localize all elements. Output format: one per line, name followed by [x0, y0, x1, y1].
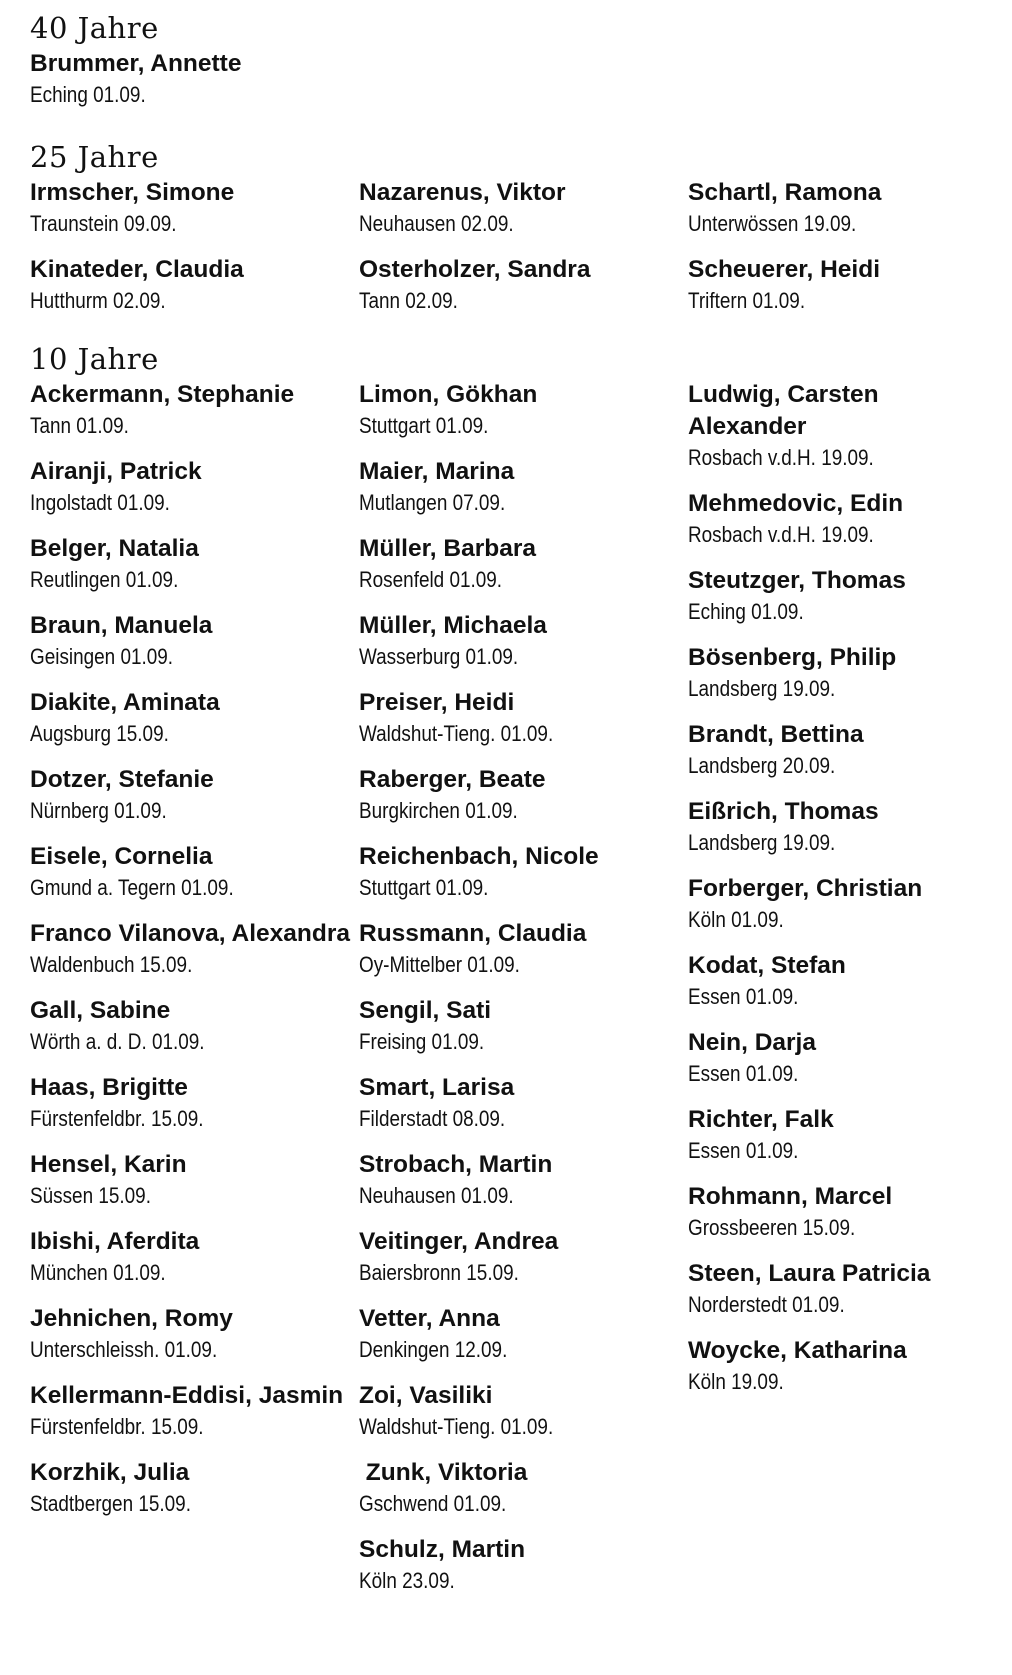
- list-item: [688, 1335, 988, 1397]
- person-name: Richter, Falk: [688, 1106, 834, 1133]
- person-name: Steutzger, Thomas: [688, 567, 906, 594]
- location-date: Stuttgart 01.09.: [359, 875, 489, 900]
- anniversary-list: [30, 8, 990, 1611]
- person-name: Kodat, Stefan: [688, 952, 846, 979]
- person-name: Ackermann, Stephanie: [30, 381, 295, 408]
- list-item: [359, 1534, 688, 1596]
- list-item: [359, 1149, 688, 1211]
- section-columns: [30, 379, 990, 1611]
- section-title: 25 Jahre: [30, 140, 159, 174]
- person-name: Smart, Larisa: [359, 1074, 515, 1101]
- person-name: Russmann, Claudia: [359, 920, 587, 947]
- person-name: Jehnichen, Romy: [30, 1305, 233, 1332]
- location-date: Waldshut-Tieng. 01.09.: [359, 1414, 554, 1439]
- person-name: Ibishi, Aferdita: [30, 1228, 200, 1255]
- list-item: [30, 1303, 359, 1365]
- location-date: Essen 01.09.: [688, 984, 799, 1009]
- location-date: Waldenbuch 15.09.: [30, 952, 193, 977]
- person-name: Brandt, Bettina: [688, 721, 864, 748]
- section-25-jahre: [30, 137, 990, 331]
- list-item: [30, 254, 359, 316]
- location-date: Essen 01.09.: [688, 1061, 799, 1086]
- location-date: Köln 01.09.: [688, 907, 784, 932]
- location-date: Rosenfeld 01.09.: [359, 567, 503, 592]
- location-date: Rosbach v.d.H. 19.09.: [688, 445, 874, 470]
- person-name: Schulz, Martin: [359, 1536, 526, 1563]
- list-item: [688, 379, 988, 473]
- person-name: Irmscher, Simone: [30, 179, 235, 206]
- location-date: Fürstenfeldbr. 15.09.: [30, 1414, 204, 1439]
- person-name: Eißrich, Thomas: [688, 798, 879, 825]
- list-item: [30, 610, 359, 672]
- person-name: Gall, Sabine: [30, 997, 171, 1024]
- column-1: [30, 177, 359, 331]
- person-name: Müller, Barbara: [359, 535, 537, 562]
- location-date: Nürnberg 01.09.: [30, 798, 167, 823]
- location-date: Süssen 15.09.: [30, 1183, 151, 1208]
- person-name: Dotzer, Stefanie: [30, 766, 214, 793]
- person-name: Haas, Brigitte: [30, 1074, 188, 1101]
- location-date: Baiersbronn 15.09.: [359, 1260, 519, 1285]
- location-date: Geisingen 01.09.: [30, 644, 174, 669]
- list-item: [30, 1072, 359, 1134]
- location-date: Essen 01.09.: [688, 1138, 799, 1163]
- section-title: 40 Jahre: [30, 11, 159, 45]
- section-columns: [30, 177, 990, 331]
- list-item: [30, 456, 359, 518]
- section-columns: [30, 48, 990, 125]
- list-item: [359, 456, 688, 518]
- person-name: Sengil, Sati: [359, 997, 492, 1024]
- person-name: Brummer, Annette: [30, 50, 242, 77]
- list-item: [359, 995, 688, 1057]
- column-1: [30, 48, 359, 125]
- person-name: Eisele, Cornelia: [30, 843, 213, 870]
- list-item: [30, 177, 359, 239]
- list-item: [30, 379, 359, 441]
- person-name: Ludwig, Carsten Alexander: [688, 381, 879, 440]
- location-date: Neuhausen 02.09.: [359, 211, 514, 236]
- list-item: [359, 1380, 688, 1442]
- location-date: Gmund a. Tegern 01.09.: [30, 875, 234, 900]
- location-date: Triftern 01.09.: [688, 288, 806, 313]
- person-name: Osterholzer, Sandra: [359, 256, 591, 283]
- location-date: Reutlingen 01.09.: [30, 567, 179, 592]
- location-date: Tann 01.09.: [30, 413, 129, 438]
- location-date: Gschwend 01.09.: [359, 1491, 507, 1516]
- person-name: Steen, Laura Patricia: [688, 1260, 931, 1287]
- list-item: [688, 565, 988, 627]
- list-item: [30, 1149, 359, 1211]
- location-date: Eching 01.09.: [30, 82, 146, 107]
- person-name: Bösenberg, Philip: [688, 644, 897, 671]
- location-date: Waldshut-Tieng. 01.09.: [359, 721, 554, 746]
- person-name: Schartl, Ramona: [688, 179, 882, 206]
- list-item: [688, 873, 988, 935]
- location-date: Eching 01.09.: [688, 599, 804, 624]
- section-10-jahre: [30, 339, 990, 1611]
- person-name: Braun, Manuela: [30, 612, 213, 639]
- list-item: [30, 841, 359, 903]
- person-name: Müller, Michaela: [359, 612, 547, 639]
- location-date: Grossbeeren 15.09.: [688, 1215, 856, 1240]
- column-2: [359, 48, 688, 125]
- person-name: Maier, Marina: [359, 458, 515, 485]
- list-item: [688, 254, 988, 316]
- location-date: Traunstein 09.09.: [30, 211, 177, 236]
- location-date: Tann 02.09.: [359, 288, 458, 313]
- list-item: [359, 533, 688, 595]
- list-item: [688, 177, 988, 239]
- list-item: [688, 1258, 988, 1320]
- list-item: [30, 1226, 359, 1288]
- section-title: 10 Jahre: [30, 342, 159, 376]
- location-date: Burgkirchen 01.09.: [359, 798, 518, 823]
- person-name: Strobach, Martin: [359, 1151, 553, 1178]
- list-item: [359, 177, 688, 239]
- column-3: [688, 177, 988, 331]
- person-name: Hensel, Karin: [30, 1151, 187, 1178]
- person-name: Forberger, Christian: [688, 875, 923, 902]
- location-date: Unterwössen 19.09.: [688, 211, 857, 236]
- location-date: Köln 19.09.: [688, 1369, 784, 1394]
- list-item: [30, 687, 359, 749]
- location-date: Landsberg 19.09.: [688, 830, 836, 855]
- list-item: [688, 488, 988, 550]
- location-date: Stuttgart 01.09.: [359, 413, 489, 438]
- list-item: [359, 918, 688, 980]
- person-name: Scheuerer, Heidi: [688, 256, 881, 283]
- location-date: Freising 01.09.: [359, 1029, 485, 1054]
- list-item: [359, 610, 688, 672]
- location-date: Rosbach v.d.H. 19.09.: [688, 522, 874, 547]
- list-item: [30, 1380, 359, 1442]
- location-date: Mutlangen 07.09.: [359, 490, 506, 515]
- person-name: Belger, Natalia: [30, 535, 199, 562]
- list-item: [359, 379, 688, 441]
- list-item: [30, 1457, 359, 1519]
- list-item: [688, 796, 988, 858]
- location-date: Ingolstadt 01.09.: [30, 490, 170, 515]
- person-name: Franco Vilanova, Alexandra: [30, 920, 350, 947]
- location-date: Augsburg 15.09.: [30, 721, 169, 746]
- location-date: Wörth a. d. D. 01.09.: [30, 1029, 205, 1054]
- location-date: Denkingen 12.09.: [359, 1337, 508, 1362]
- list-item: [30, 995, 359, 1057]
- list-item: [359, 1226, 688, 1288]
- list-item: [359, 764, 688, 826]
- person-name: Vetter, Anna: [359, 1305, 500, 1332]
- person-name: Veitinger, Andrea: [359, 1228, 559, 1255]
- column-3: [688, 379, 988, 1611]
- person-name: Preiser, Heidi: [359, 689, 515, 716]
- list-item: [30, 48, 359, 110]
- person-name: Woycke, Katharina: [688, 1337, 907, 1364]
- list-item: [688, 642, 988, 704]
- list-item: [359, 1303, 688, 1365]
- person-name: Diakite, Aminata: [30, 689, 220, 716]
- person-name: Airanji, Patrick: [30, 458, 202, 485]
- location-date: Oy-Mittelber 01.09.: [359, 952, 520, 977]
- list-item: [688, 719, 988, 781]
- column-2: [359, 177, 688, 331]
- person-name: Zunk, Viktoria: [359, 1459, 528, 1486]
- list-item: [359, 687, 688, 749]
- list-item: [30, 918, 359, 980]
- location-date: Landsberg 20.09.: [688, 753, 836, 778]
- location-date: Filderstadt 08.09.: [359, 1106, 506, 1131]
- location-date: Stadtbergen 15.09.: [30, 1491, 191, 1516]
- location-date: Wasserburg 01.09.: [359, 644, 519, 669]
- location-date: Norderstedt 01.09.: [688, 1292, 845, 1317]
- person-name: Nazarenus, Viktor: [359, 179, 566, 206]
- list-item: [30, 533, 359, 595]
- person-name: Raberger, Beate: [359, 766, 546, 793]
- location-date: Hutthurm 02.09.: [30, 288, 166, 313]
- list-item: [359, 841, 688, 903]
- list-item: [30, 764, 359, 826]
- section-40-jahre: [30, 8, 990, 125]
- location-date: Köln 23.09.: [359, 1568, 455, 1593]
- location-date: Fürstenfeldbr. 15.09.: [30, 1106, 204, 1131]
- person-name: Kellermann-Eddisi, Jasmin: [30, 1382, 344, 1409]
- list-item: [688, 1104, 988, 1166]
- person-name: Nein, Darja: [688, 1029, 816, 1056]
- list-item: [359, 1072, 688, 1134]
- list-item: [688, 1181, 988, 1243]
- person-name: Zoi, Vasiliki: [359, 1382, 493, 1409]
- column-3: [688, 48, 988, 125]
- column-1: [30, 379, 359, 1611]
- location-date: Neuhausen 01.09.: [359, 1183, 514, 1208]
- person-name: Reichenbach, Nicole: [359, 843, 599, 870]
- list-item: [359, 1457, 688, 1519]
- person-name: Kinateder, Claudia: [30, 256, 244, 283]
- person-name: Korzhik, Julia: [30, 1459, 190, 1486]
- list-item: [688, 950, 988, 1012]
- location-date: Landsberg 19.09.: [688, 676, 836, 701]
- person-name: Rohmann, Marcel: [688, 1183, 893, 1210]
- column-2: [359, 379, 688, 1611]
- list-item: [688, 1027, 988, 1089]
- location-date: München 01.09.: [30, 1260, 166, 1285]
- person-name: Mehmedovic, Edin: [688, 490, 904, 517]
- location-date: Unterschleissh. 01.09.: [30, 1337, 218, 1362]
- person-name: Limon, Gökhan: [359, 381, 538, 408]
- list-item: [359, 254, 688, 316]
